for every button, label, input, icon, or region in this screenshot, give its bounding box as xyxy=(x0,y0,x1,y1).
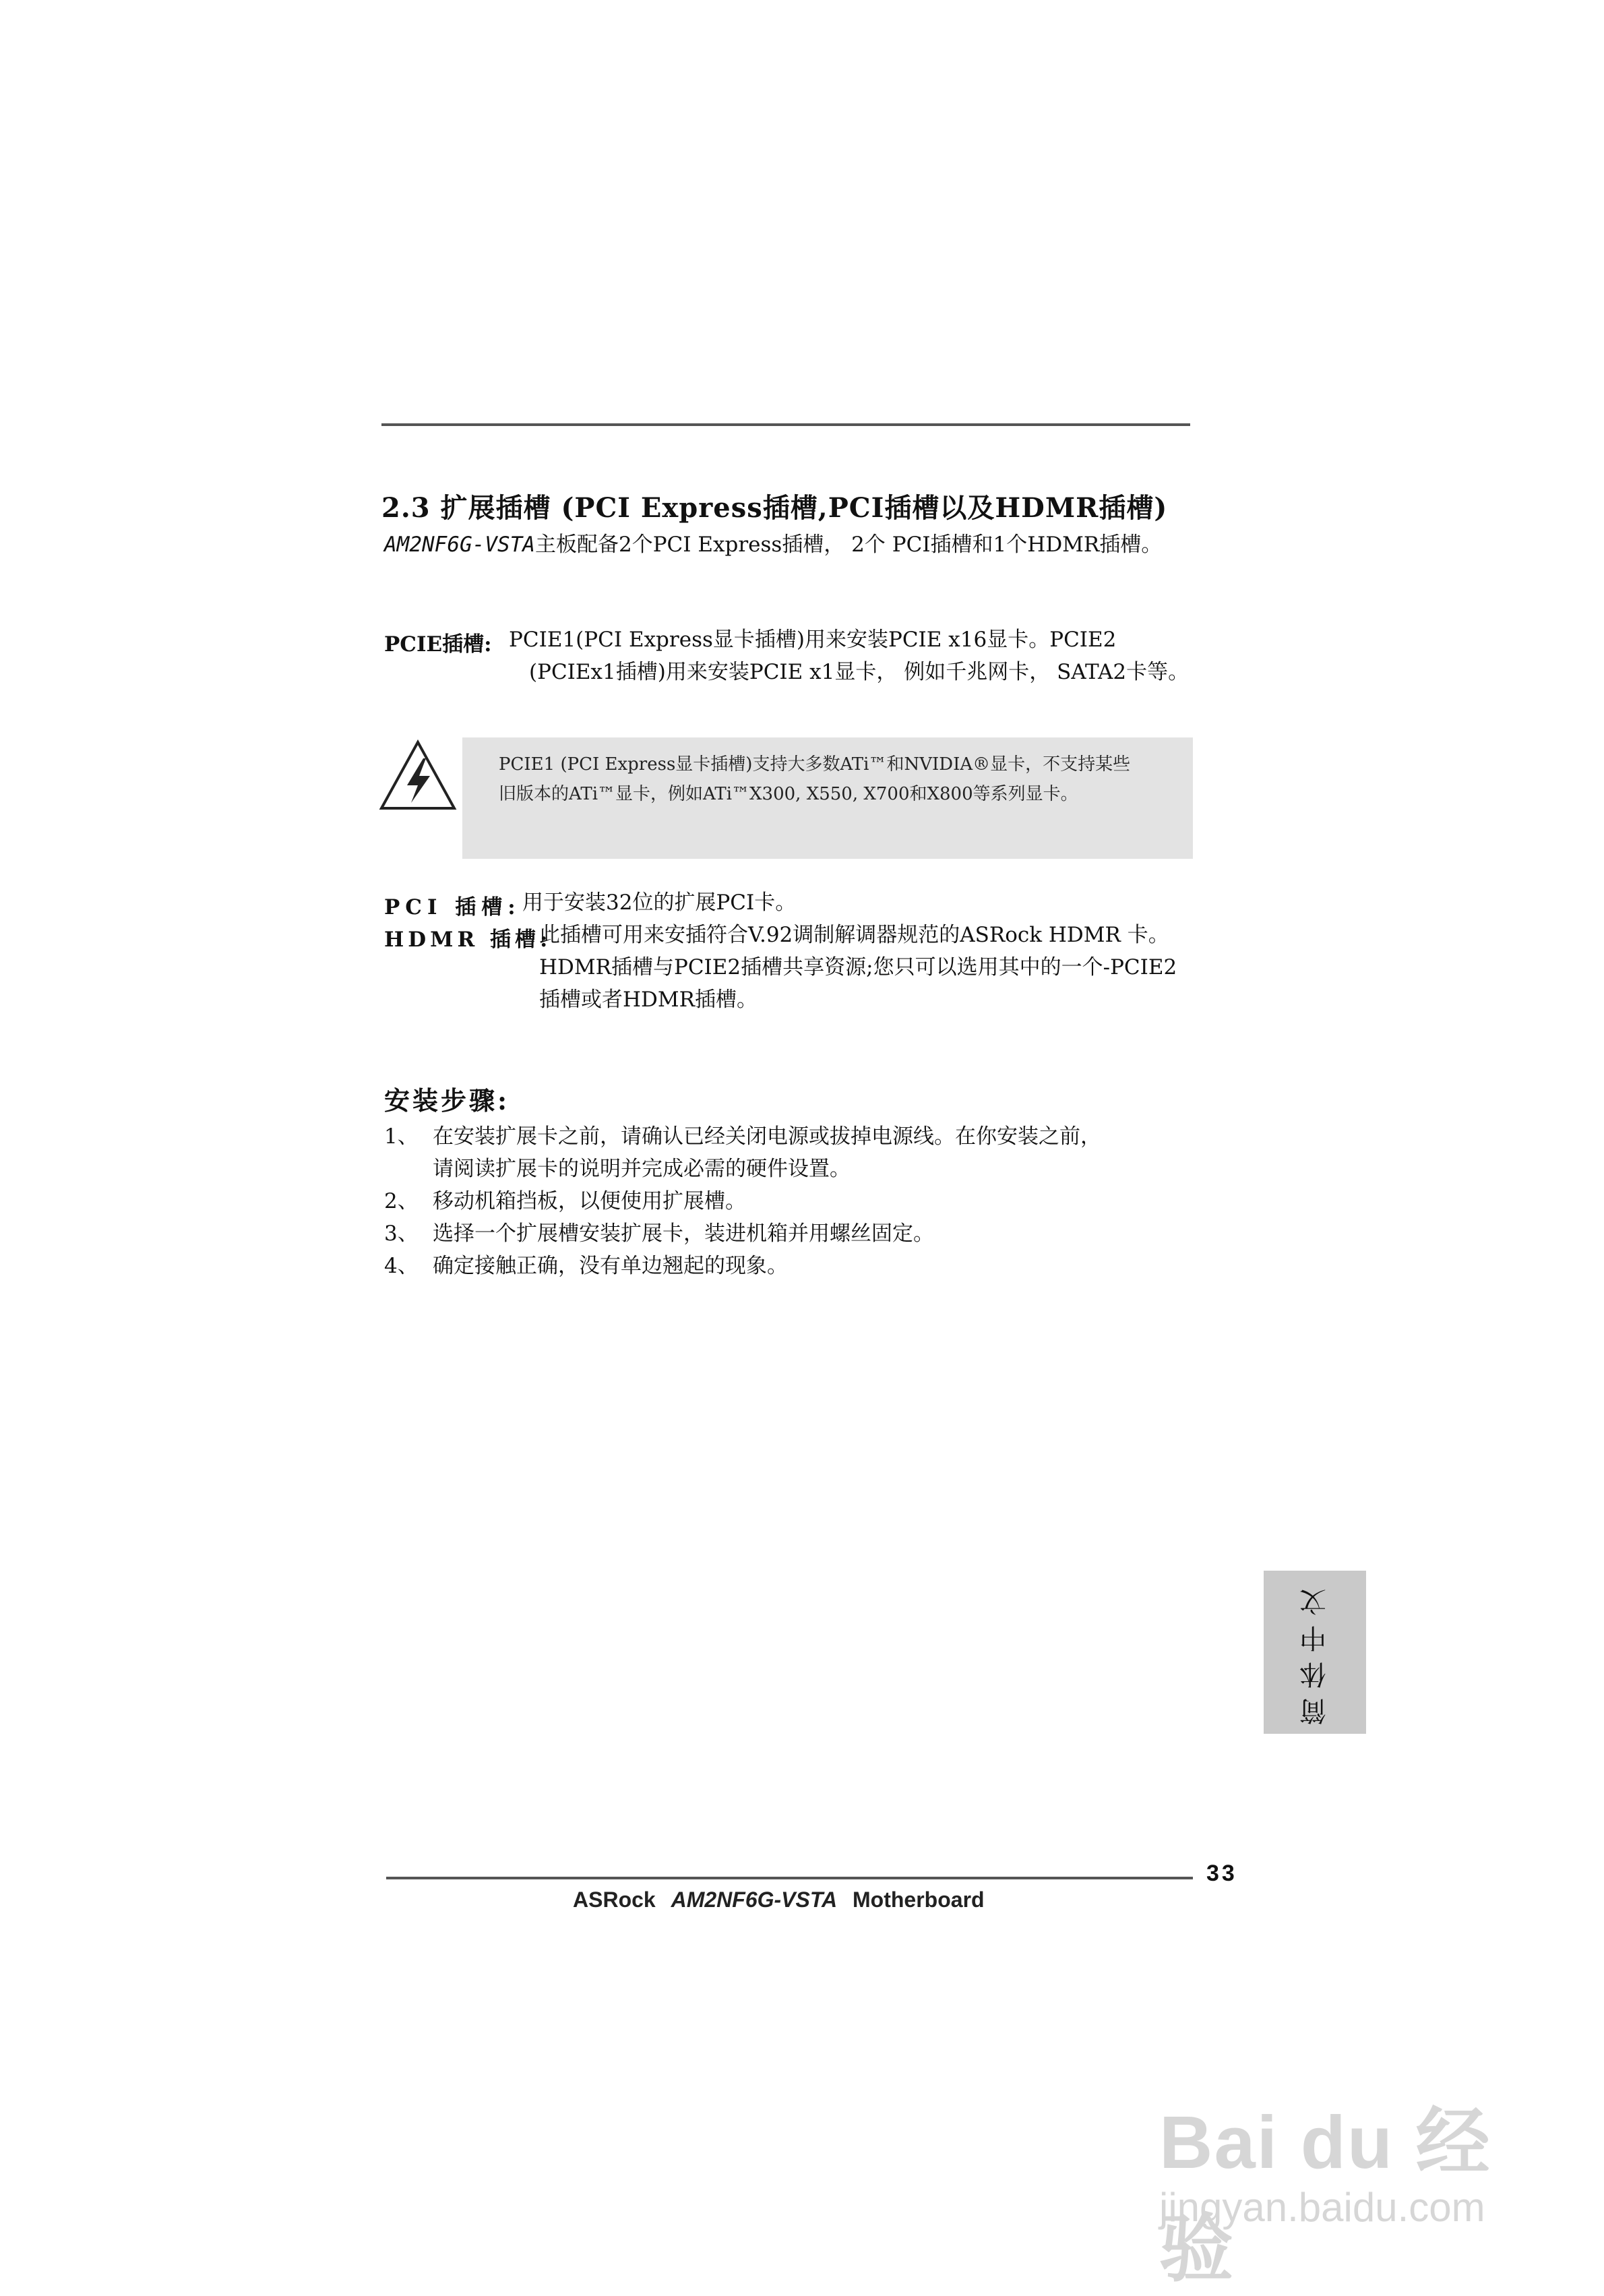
hdmr-slot-description: 此插槽可用来安插符合V.92调制解调器规范的ASRock HDMR 卡。HDMR插槽与PCIE2插槽共享资源;您只可以选用其中的一个-PCIE2插槽或者HDMR插槽。 xyxy=(539,923,1177,1012)
warning-note-text: PCIE1 (PCI Express显卡插槽)支持大多数ATi™和NVIDIA®显卡，不支持某些旧版本的ATi™显卡，例如ATi™X300, X550, X700和X800等系列显卡。 xyxy=(499,754,1131,804)
install-step xyxy=(384,1250,1213,1282)
top-divider xyxy=(381,423,1190,426)
footer-brand: ASRock xyxy=(573,1887,656,1912)
step-text: 移动机箱挡板，以便使用扩展槽。 xyxy=(433,1189,746,1213)
pcie-desc-line1: PCIE1(PCI Express显卡插槽)用来安装PCIE x16显卡。PCIE2 xyxy=(509,628,1117,652)
hdmr-slot-term: HDMR 插槽: xyxy=(384,928,552,952)
step-number: 3、 xyxy=(384,1221,419,1246)
footer-caption xyxy=(573,1887,985,1912)
pcie-desc-line2: (PCIEx1插槽)用来安装PCIE x1显卡， 例如千兆网卡， SATA2卡等。 xyxy=(529,660,1190,684)
watermark-url: jingyan.baidu.com xyxy=(1159,2185,1485,2230)
install-step xyxy=(384,1153,1213,1185)
page-number: 33 xyxy=(1206,1861,1237,1886)
watermark xyxy=(1146,2056,1550,2291)
warning-triangle-icon xyxy=(377,738,458,812)
intro-paragraph xyxy=(384,529,1213,560)
step-text: 选择一个扩展槽安装扩展卡，装进机箱并用螺丝固定。 xyxy=(433,1221,934,1246)
install-heading: 安装步骤: xyxy=(384,1085,510,1116)
footer-model: AM2NF6G-VSTA xyxy=(671,1887,838,1912)
install-step xyxy=(384,1185,1213,1217)
language-tab-label: 简体中文 xyxy=(1299,1579,1331,1725)
step-number: 2、 xyxy=(384,1189,419,1213)
intro-text: 主板配备2个PCI Express插槽， 2个 PCI插槽和1个HDMR插槽。 xyxy=(534,533,1163,557)
pci-slot-description: 用于安装32位的扩展PCI卡。 xyxy=(522,890,797,915)
step-number: 1、 xyxy=(384,1124,419,1149)
intro-model: AM2NF6G-VSTA xyxy=(384,533,535,557)
footer-product: Motherboard xyxy=(853,1887,985,1912)
pcie-slot-description xyxy=(509,624,1196,688)
install-step xyxy=(384,1217,1213,1250)
step-text: 确定接触正确，没有单边翘起的现象。 xyxy=(433,1254,788,1278)
install-steps-list xyxy=(384,1120,1213,1282)
step-number: 4、 xyxy=(384,1254,419,1278)
pci-slot-term: PCI 插槽: xyxy=(384,895,521,919)
bottom-divider xyxy=(386,1877,1193,1879)
step-text: 请阅读扩展卡的说明并完成必需的硬件设置。 xyxy=(433,1157,851,1181)
step-text: 在安装扩展卡之前，请确认已经关闭电源或拔掉电源线。在你安装之前， xyxy=(433,1124,1101,1149)
watermark-logo: Bai du 经验 xyxy=(1159,2101,1491,2291)
pcie-slot-term: PCIE插槽: xyxy=(384,632,492,657)
install-step xyxy=(384,1120,1213,1153)
section-heading: 2.3 扩展插槽 (PCI Express插槽,PCI插槽以及HDMR插槽) xyxy=(381,492,1168,524)
